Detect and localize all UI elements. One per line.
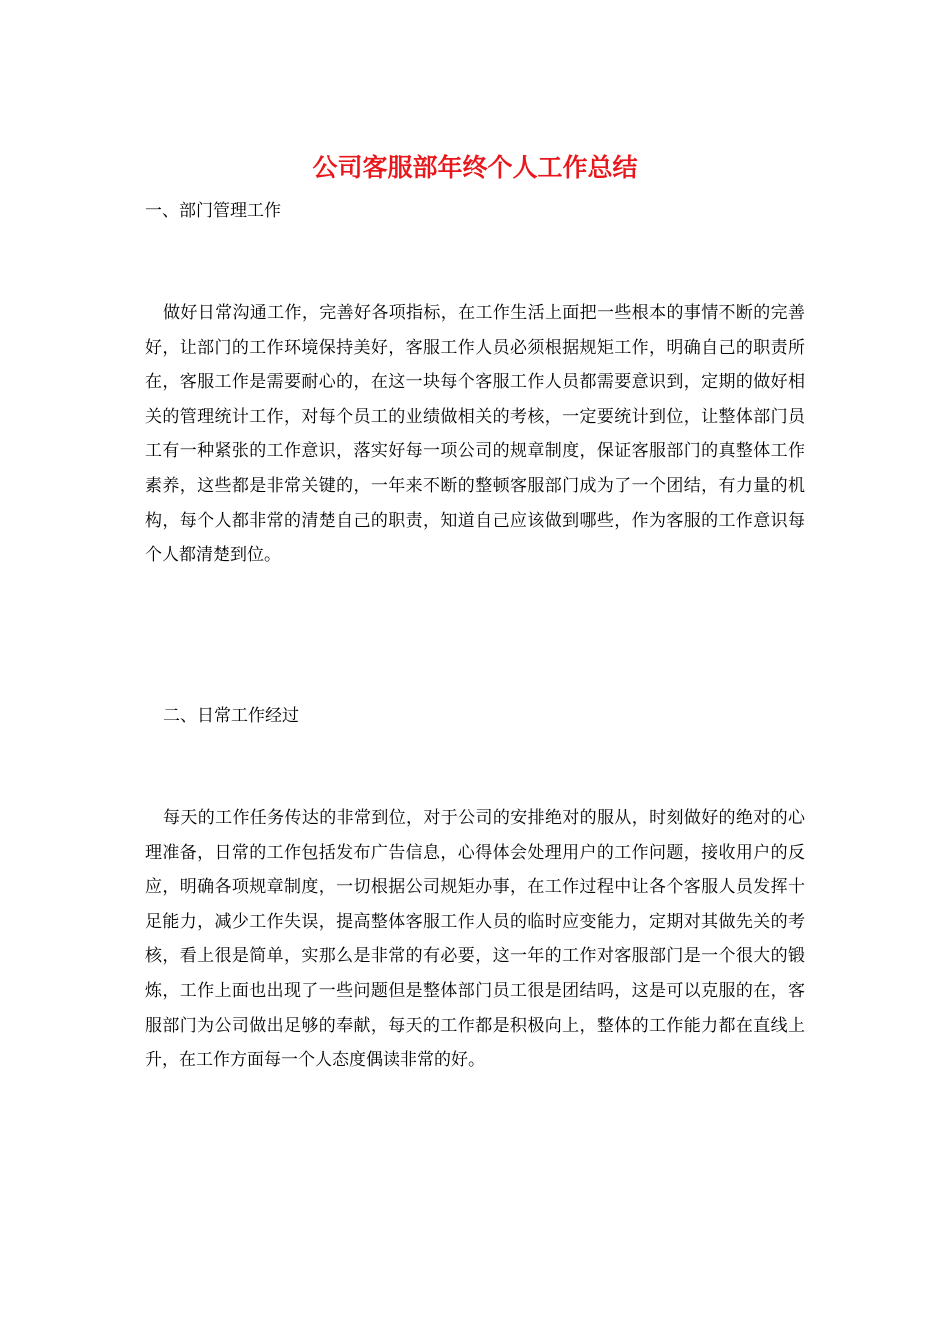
section-heading-department-management: 一、部门管理工作 [145, 201, 281, 221]
section-paragraph-department-management: 做好日常沟通工作，完善好各项指标，在工作生活上面把一些根本的事情不断的完善好，让部门的工作环境保持美好，客服工作人员必须根据规矩工作，明确自己的职责所在，客服工作是需要耐心的，在这一块每个客服工作人员都需要意识到，定期的做好相关的管理统计工作，对每个员工的业绩做相关的考核，一定要统计到位，让整体部门员工有一种紧张的工作意识，落实好每一项公司的规章制度，保证客服部门的真整体工作素养，这些都是非常关键的，一年来不断的整顿客服部门成为了一个团结，有力量的机构，每个人都非常的清楚自己的职责，知道自己应该做到哪些，作为客服的工作意识每个人都清楚到位。 [145, 303, 805, 566]
section-heading-daily-work: 二、日常工作经过 [163, 706, 299, 726]
section-paragraph-daily-work: 每天的工作任务传达的非常到位，对于公司的安排绝对的服从，时刻做好的绝对的心理准备，日常的工作包括发布广告信息，心得体会处理用户的工作问题，接收用户的反应，明确各项规章制度，一切根据公司规矩办事，在工作过程中让各个客服人员发挥十足能力，减少工作失误，提高整体客服工作人员的临时应变能力，定期对其做先关的考核，看上很是简单，实那么是非常的有必要，这一年的工作对客服部门是一个很大的锻炼，工作上面也出现了一些问题但是整体部门员工很是团结吗，这是可以克服的在，客服部门为公司做出足够的奉献，每天的工作都是积极向上，整体的工作能力都在直线上升，在工作方面每一个人态度偶读非常的好。 [145, 808, 805, 1071]
document-title: 公司客服部年终个人工作总结 [312, 153, 638, 182]
